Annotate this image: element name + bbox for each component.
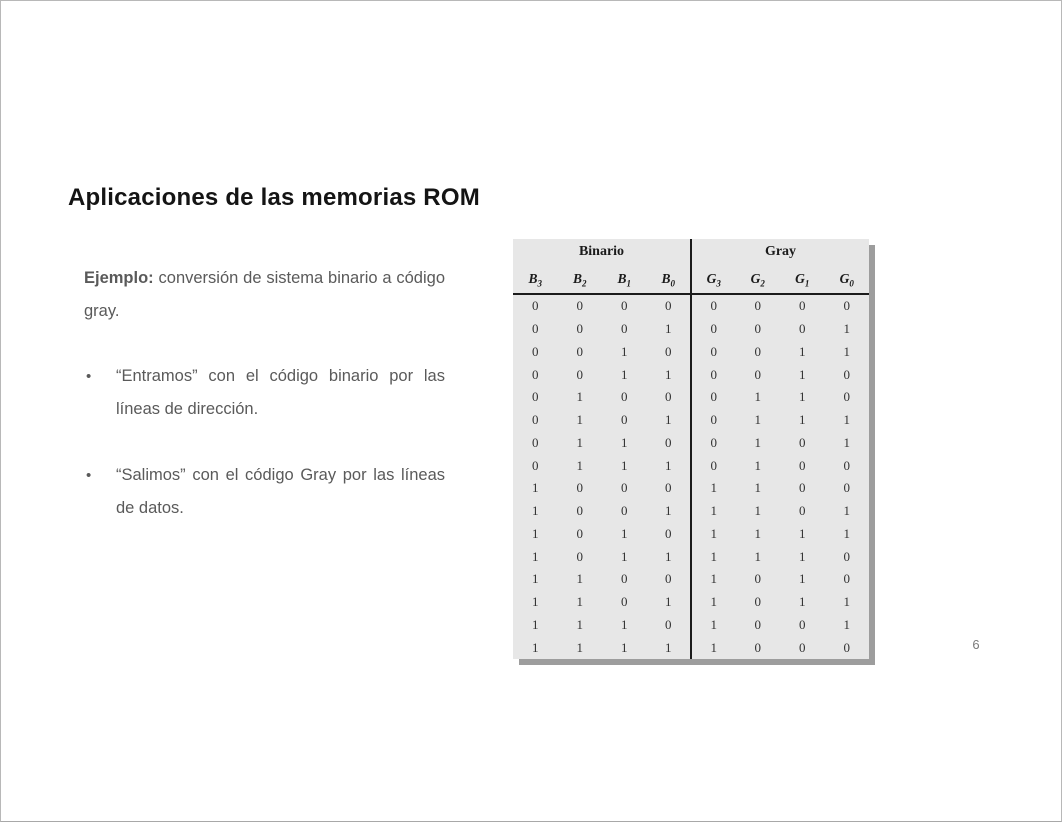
table-cell: 0: [576, 503, 583, 519]
table-cell: 1: [799, 389, 806, 405]
group-header: Gray: [691, 239, 869, 265]
column-header: $B_0$: [647, 265, 692, 294]
table-cell: 0: [532, 343, 539, 359]
table-cell: 1: [576, 457, 583, 473]
table-cell: 0: [532, 412, 539, 428]
table-cell: 0: [621, 389, 628, 405]
table-row: [513, 477, 869, 500]
table-cell: 0: [754, 298, 761, 314]
table-cell: 1: [691, 568, 736, 591]
table-cell: 1: [799, 412, 806, 428]
table-cell: 1: [621, 366, 628, 382]
table-cell: 1: [843, 321, 850, 337]
table-row: [513, 432, 869, 455]
table-cell: 1: [691, 523, 736, 546]
table-cell: 0: [665, 616, 672, 632]
table-cell: 0: [843, 548, 850, 564]
table-cell: 1: [665, 412, 672, 428]
bullet-text: “Salimos” con el código Gray por las líneas de datos.: [116, 466, 445, 517]
table-cell: 0: [665, 389, 672, 405]
table-cell: 0: [532, 366, 539, 382]
table-cell: 1: [621, 548, 628, 564]
table-cell: 0: [576, 321, 583, 337]
table-cell: 0: [691, 454, 736, 477]
table-cell: 1: [754, 480, 761, 496]
table-cell: 1: [576, 389, 583, 405]
table-cell: 1: [843, 594, 850, 610]
table-row: [513, 363, 869, 386]
table-cell: 0: [843, 457, 850, 473]
table-cell: 0: [576, 480, 583, 496]
table-body: [513, 294, 869, 659]
table-cell: 0: [691, 341, 736, 364]
table-cell: 0: [799, 321, 806, 337]
table-cell: 0: [799, 480, 806, 496]
table-cell: 1: [665, 594, 672, 610]
table-cell: 1: [576, 571, 583, 587]
group-header: Binario: [578, 244, 625, 259]
column-header: $G_1$: [780, 265, 825, 294]
table-cell: 0: [754, 321, 761, 337]
table-cell: 1: [576, 434, 583, 450]
table-cell: 1: [691, 477, 736, 500]
table-cell: 0: [532, 434, 539, 450]
table-cell: 1: [532, 594, 539, 610]
table-cell: 0: [576, 366, 583, 382]
table-cell: 0: [754, 639, 761, 655]
table-cell: 1: [754, 434, 761, 450]
table-cell: 1: [843, 434, 850, 450]
table-cell: 1: [532, 503, 539, 519]
column-header: $G_3$: [691, 265, 736, 294]
column-header: $B_1$: [602, 265, 647, 294]
binary-gray-table-figure: [513, 239, 869, 659]
table-row: [513, 591, 869, 614]
table-cell: 1: [665, 503, 672, 519]
table-cell: 0: [576, 548, 583, 564]
table-row: [513, 636, 869, 659]
table-cell: 0: [621, 480, 628, 496]
table-cell: 1: [665, 548, 672, 564]
bullet-item: [84, 360, 445, 426]
table-row: [513, 409, 869, 432]
table-cell: 0: [754, 616, 761, 632]
table-cell: 1: [754, 525, 761, 541]
table-cell: 1: [754, 457, 761, 473]
table-cell: 1: [843, 412, 850, 428]
table-cell: 0: [754, 571, 761, 587]
table-cell: 0: [665, 434, 672, 450]
table-cell: 1: [691, 500, 736, 523]
binary-gray-table: [513, 239, 869, 659]
table-cell: 1: [754, 548, 761, 564]
table-cell: 1: [621, 616, 628, 632]
table-cell: 0: [576, 525, 583, 541]
table-cell: 1: [691, 545, 736, 568]
table-row: [513, 523, 869, 546]
table-cell: 0: [665, 480, 672, 496]
table-cell: 1: [799, 571, 806, 587]
table-cell: 0: [843, 480, 850, 496]
table-cell: 0: [691, 294, 736, 318]
table-cell: 0: [532, 321, 539, 337]
table-cell: 1: [843, 525, 850, 541]
slide-title: Aplicaciones de las memorias ROM: [68, 184, 480, 211]
table-cell: 1: [799, 548, 806, 564]
table-cell: 1: [621, 343, 628, 359]
table-cell: 0: [621, 571, 628, 587]
table-cell: 0: [691, 386, 736, 409]
table-row: [513, 500, 869, 523]
table-cell: 1: [532, 548, 539, 564]
table-cell: 0: [843, 571, 850, 587]
page-number: 6: [972, 637, 980, 652]
table-cell: 0: [621, 321, 628, 337]
table-cell: 0: [665, 525, 672, 541]
table-cell: 0: [532, 298, 539, 314]
table-cell: 1: [665, 321, 672, 337]
table-cell: 1: [799, 343, 806, 359]
group-header-row: [513, 239, 869, 265]
example-text: conversión de sistema binario a código gray.: [84, 269, 446, 320]
table-cell: 1: [843, 616, 850, 632]
table-cell: 0: [843, 366, 850, 382]
table-cell: 0: [754, 366, 761, 382]
table-cell: 1: [665, 639, 672, 655]
table-cell: 0: [621, 298, 628, 314]
table-cell: 0: [665, 298, 672, 314]
table-row: [513, 294, 869, 318]
table-cell: 0: [691, 318, 736, 341]
table-cell: 0: [843, 298, 850, 314]
table-cell: 1: [691, 614, 736, 637]
table-cell: 1: [799, 594, 806, 610]
table-cell: 0: [799, 298, 806, 314]
table-cell: 1: [754, 503, 761, 519]
table-cell: 0: [532, 457, 539, 473]
table-cell: 1: [754, 389, 761, 405]
table-head: [513, 239, 869, 294]
bullet-icon: •: [86, 467, 92, 484]
table-cell: 1: [843, 503, 850, 519]
table-cell: 1: [799, 525, 806, 541]
table-cell: 1: [691, 591, 736, 614]
table-cell: 0: [799, 457, 806, 473]
table-cell: 1: [576, 639, 583, 655]
table-cell: 1: [691, 636, 736, 659]
table-row: [513, 318, 869, 341]
table-cell: 1: [799, 366, 806, 382]
table-cell: 1: [621, 457, 628, 473]
table-cell: 0: [621, 503, 628, 519]
table-cell: 0: [843, 639, 850, 655]
table-cell: 0: [754, 343, 761, 359]
table-row: [513, 454, 869, 477]
table-cell: 0: [576, 298, 583, 314]
table-cell: 1: [843, 343, 850, 359]
bullet-item: [84, 459, 445, 525]
table-cell: 0: [843, 389, 850, 405]
table-row: [513, 341, 869, 364]
table-row: [513, 545, 869, 568]
table-cell: 1: [621, 525, 628, 541]
column-header: $G_2$: [736, 265, 781, 294]
column-header: $B_3$: [513, 265, 558, 294]
table-row: [513, 386, 869, 409]
column-header-row: [513, 265, 869, 294]
table-cell: 0: [754, 594, 761, 610]
table-cell: 0: [799, 503, 806, 519]
table-cell: 1: [576, 594, 583, 610]
table-cell: 1: [621, 639, 628, 655]
table-cell: 0: [621, 594, 628, 610]
table-cell: 1: [621, 434, 628, 450]
table-cell: 0: [799, 434, 806, 450]
table-cell: 0: [691, 409, 736, 432]
table-cell: 0: [665, 571, 672, 587]
table-cell: 1: [754, 412, 761, 428]
example-paragraph: [84, 262, 445, 328]
table-cell: 0: [799, 616, 806, 632]
bullet-icon: •: [86, 368, 92, 385]
table-cell: 0: [576, 343, 583, 359]
table-cell: 0: [691, 432, 736, 455]
bullet-text: “Entramos” con el código binario por las líneas de dirección.: [116, 367, 445, 418]
table-row: [513, 568, 869, 591]
column-header: $G_0$: [825, 265, 870, 294]
table-cell: 0: [665, 343, 672, 359]
table-row: [513, 614, 869, 637]
column-header: $B_2$: [558, 265, 603, 294]
table-cell: 1: [665, 457, 672, 473]
table-cell: 1: [532, 616, 539, 632]
table-cell: 0: [691, 363, 736, 386]
table-cell: 1: [532, 639, 539, 655]
table-cell: 1: [576, 412, 583, 428]
table-cell: 1: [576, 616, 583, 632]
text-column: [84, 262, 445, 558]
table-cell: 1: [532, 571, 539, 587]
table-cell: 1: [665, 366, 672, 382]
table-cell: 0: [532, 389, 539, 405]
table-cell: 0: [799, 639, 806, 655]
table-cell: 1: [532, 525, 539, 541]
table-cell: 1: [532, 480, 539, 496]
table-cell: 0: [621, 412, 628, 428]
example-label: Ejemplo:: [84, 269, 154, 287]
